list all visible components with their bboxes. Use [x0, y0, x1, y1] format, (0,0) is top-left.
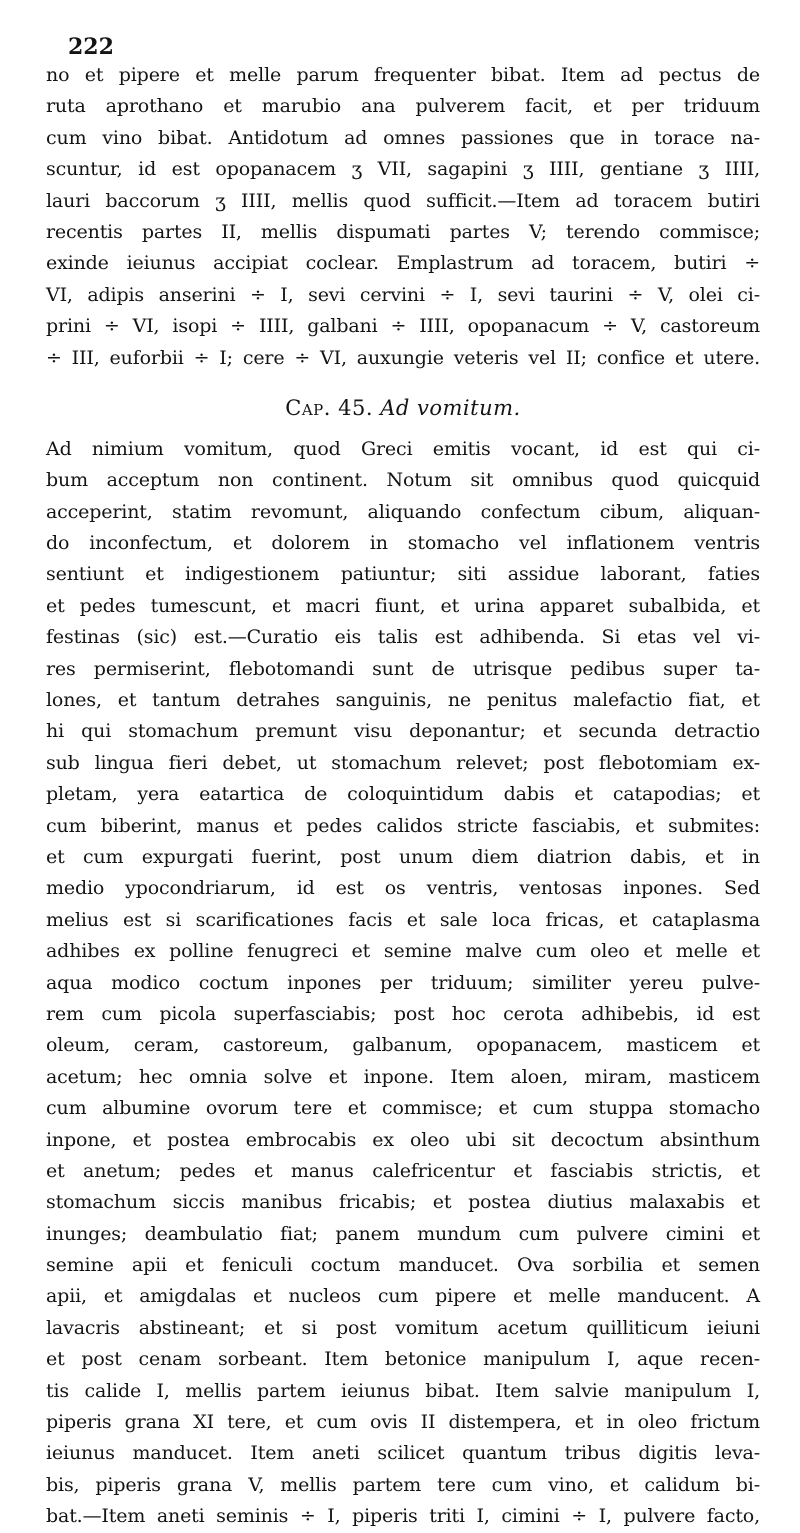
- text-line: aqua modico coctum inpones per triduum; similiter yereu pulve-: [46, 971, 760, 994]
- text-line: bum acceptum non continent. Notum sit omnibus quod quicquid: [46, 469, 760, 492]
- text-line: lavacris abstineant; et si post vomitum acetum quilliticum ieiuni: [46, 1316, 760, 1339]
- text-line: sentiunt et indigestionem patiuntur; siti assidue laborant, faties: [46, 563, 760, 586]
- text-line: scuntur, id est opopanacem ʒ VII, sagapini ʒ IIII, gentiane ʒ IIII,: [46, 158, 760, 181]
- text-line: lones, et tantum detrahes sanguinis, ne penitus malefactio fiat, et: [46, 689, 760, 712]
- chapter-number: Cap. 45.: [285, 395, 374, 420]
- text-line: recentis partes II, mellis dispumati partes V; terendo commisce;: [46, 220, 760, 243]
- text-line: apii, et amigdalas et nucleos cum pipere et melle manducent. A: [46, 1285, 760, 1308]
- text-line: medio ypocondriarum, id est os ventris, ventosas inpones. Sed: [46, 877, 760, 900]
- text-line: adhibes ex polline fenugreci et semine malve cum oleo et melle et: [46, 940, 760, 963]
- text-line: cum biberint, manus et pedes calidos stricte fasciabis, et submites:: [46, 814, 760, 837]
- text-line: tis calide I, mellis partem ieiunus bibat. Item salvie manipulum I,: [46, 1379, 760, 1402]
- text-line: VI, adipis anserini ÷ I, sevi cervini ÷ I, sevi taurini ÷ V, olei ci-: [46, 283, 760, 306]
- text-line: ruta aprothano et marubio ana pulverem facit, et per triduum: [46, 95, 760, 118]
- text-line: ÷ III, euforbii ÷ I; cere ÷ VI, auxungie veteris vel II; confice et utere.: [46, 346, 760, 369]
- text-line: exinde ieiunus accipiat coclear. Emplastrum ad toracem, butiri ÷: [46, 252, 760, 275]
- page-number: 222: [68, 34, 114, 60]
- text-line: bat.—Item aneti seminis ÷ I, piperis triti I, cimini ÷ I, pulvere facto,: [46, 1505, 760, 1528]
- text-line: sub lingua fieri debet, ut stomachum relevet; post flebotomiam ex-: [46, 751, 760, 774]
- text-line: semine apii et feniculi coctum manducet. Ova sorbilia et semen: [46, 1254, 760, 1277]
- text-line: stomachum siccis manibus fricabis; et postea diutius malaxabis et: [46, 1191, 760, 1214]
- text-line: Ad nimium vomitum, quod Greci emitis vocant, id est qui ci-: [46, 437, 760, 460]
- chapter-heading: [46, 388, 760, 428]
- chapter-title: Ad vomitum.: [380, 395, 521, 420]
- text-line: do inconfectum, et dolorem in stomacho vel inflationem ventris: [46, 532, 760, 555]
- text-line: festinas (sic) est.—Curatio eis talis est adhibenda. Si etas vel vi-: [46, 626, 760, 649]
- paragraph-thorax-remedies: [46, 60, 760, 374]
- text-line: et anetum; pedes et manus calefricentur et fasciabis strictis, et: [46, 1159, 760, 1182]
- text-line: et post cenam sorbeant. Item betonice manipulum I, aque recen-: [46, 1348, 760, 1371]
- text-line: cum albumine ovorum tere et commisce; et cum stuppa stomacho: [46, 1097, 760, 1120]
- text-line: piperis grana XI tere, et cum ovis II distempera, et in oleo frictum: [46, 1411, 760, 1434]
- text-line: oleum, ceram, castoreum, galbanum, opopanacem, masticem et: [46, 1034, 760, 1057]
- text-line: inpone, et postea embrocabis ex oleo ubi sit decoctum absinthum: [46, 1128, 760, 1151]
- text-line: lauri baccorum ʒ IIII, mellis quod sufficit.—Item ad toracem butiri: [46, 189, 760, 212]
- text-line: acceperint, statim revomunt, aliquando confectum cibum, aliquan-: [46, 500, 760, 523]
- text-line: pletam, yera eatartica de coloquintidum dabis et catapodias; et: [46, 783, 760, 806]
- text-line: no et pipere et melle parum frequenter bibat. Item ad pectus de: [46, 64, 760, 86]
- text-line: res permiserint, flebotomandi sunt de utrisque pedibus super ta-: [46, 657, 760, 680]
- text-line: prini ÷ VI, isopi ÷ IIII, galbani ÷ IIII, opopanacum ÷ V, castoreum: [46, 315, 760, 338]
- text-line: inunges; deambulatio fiat; panem mundum cum pulvere cimini et: [46, 1222, 760, 1245]
- text-line: et cum expurgati fuerint, post unum diem diatrion dabis, et in: [46, 845, 760, 868]
- text-line: et pedes tumescunt, et macri fiunt, et urina apparet subalbida, et: [46, 594, 760, 617]
- text-line: acetum; hec omnia solve et inpone. Item aloen, miram, masticem: [46, 1065, 760, 1088]
- text-line: ieiunus manducet. Item aneti scilicet quantum tribus digitis leva-: [46, 1442, 760, 1465]
- paragraph-vomitum: [46, 434, 760, 1533]
- text-line: hi qui stomachum premunt visu deponantur; et secunda detractio: [46, 720, 760, 743]
- text-line: cum vino bibat. Antidotum ad omnes passiones que in torace na-: [46, 126, 760, 149]
- text-line: bis, piperis grana V, mellis partem tere cum vino, et calidum bi-: [46, 1473, 760, 1496]
- text-line: melius est si scarificationes facis et sale loca fricas, et cataplasma: [46, 908, 760, 931]
- text-line: rem cum picola superfasciabis; post hoc cerota adhibebis, id est: [46, 1002, 760, 1025]
